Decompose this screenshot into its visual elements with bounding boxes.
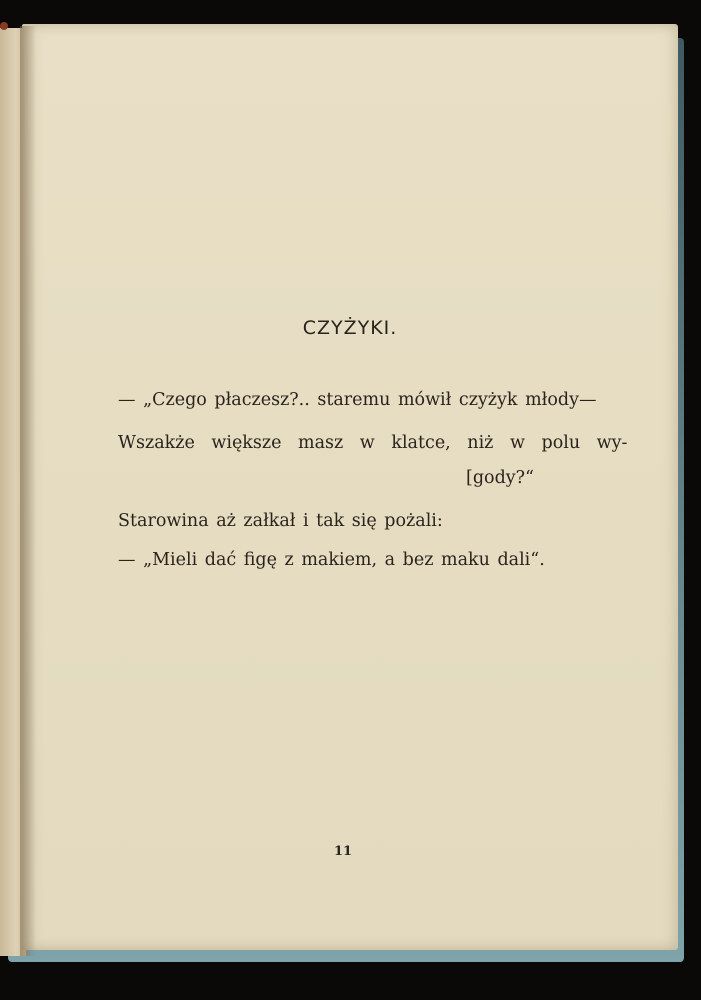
- page-number: 11: [333, 844, 353, 859]
- poem-line: — „Czego płaczesz?.. staremu mówił czyżyk młody—: [118, 390, 597, 410]
- poem-line: Wszakże większe masz w klatce, niż w polu wy-: [118, 433, 628, 453]
- book-page: [22, 24, 678, 950]
- poem-line: Starowina aż załkał i tak się pożali:: [118, 511, 443, 531]
- page-gutter-shadow: [20, 26, 36, 956]
- poem-line-continuation: [gody?“: [466, 468, 534, 488]
- poem-line: — „Mieli dać figę z makiem, a bez maku dali“.: [118, 550, 545, 570]
- corner-mark: [0, 22, 8, 30]
- poem-title: CZYŻYKI.: [302, 317, 398, 339]
